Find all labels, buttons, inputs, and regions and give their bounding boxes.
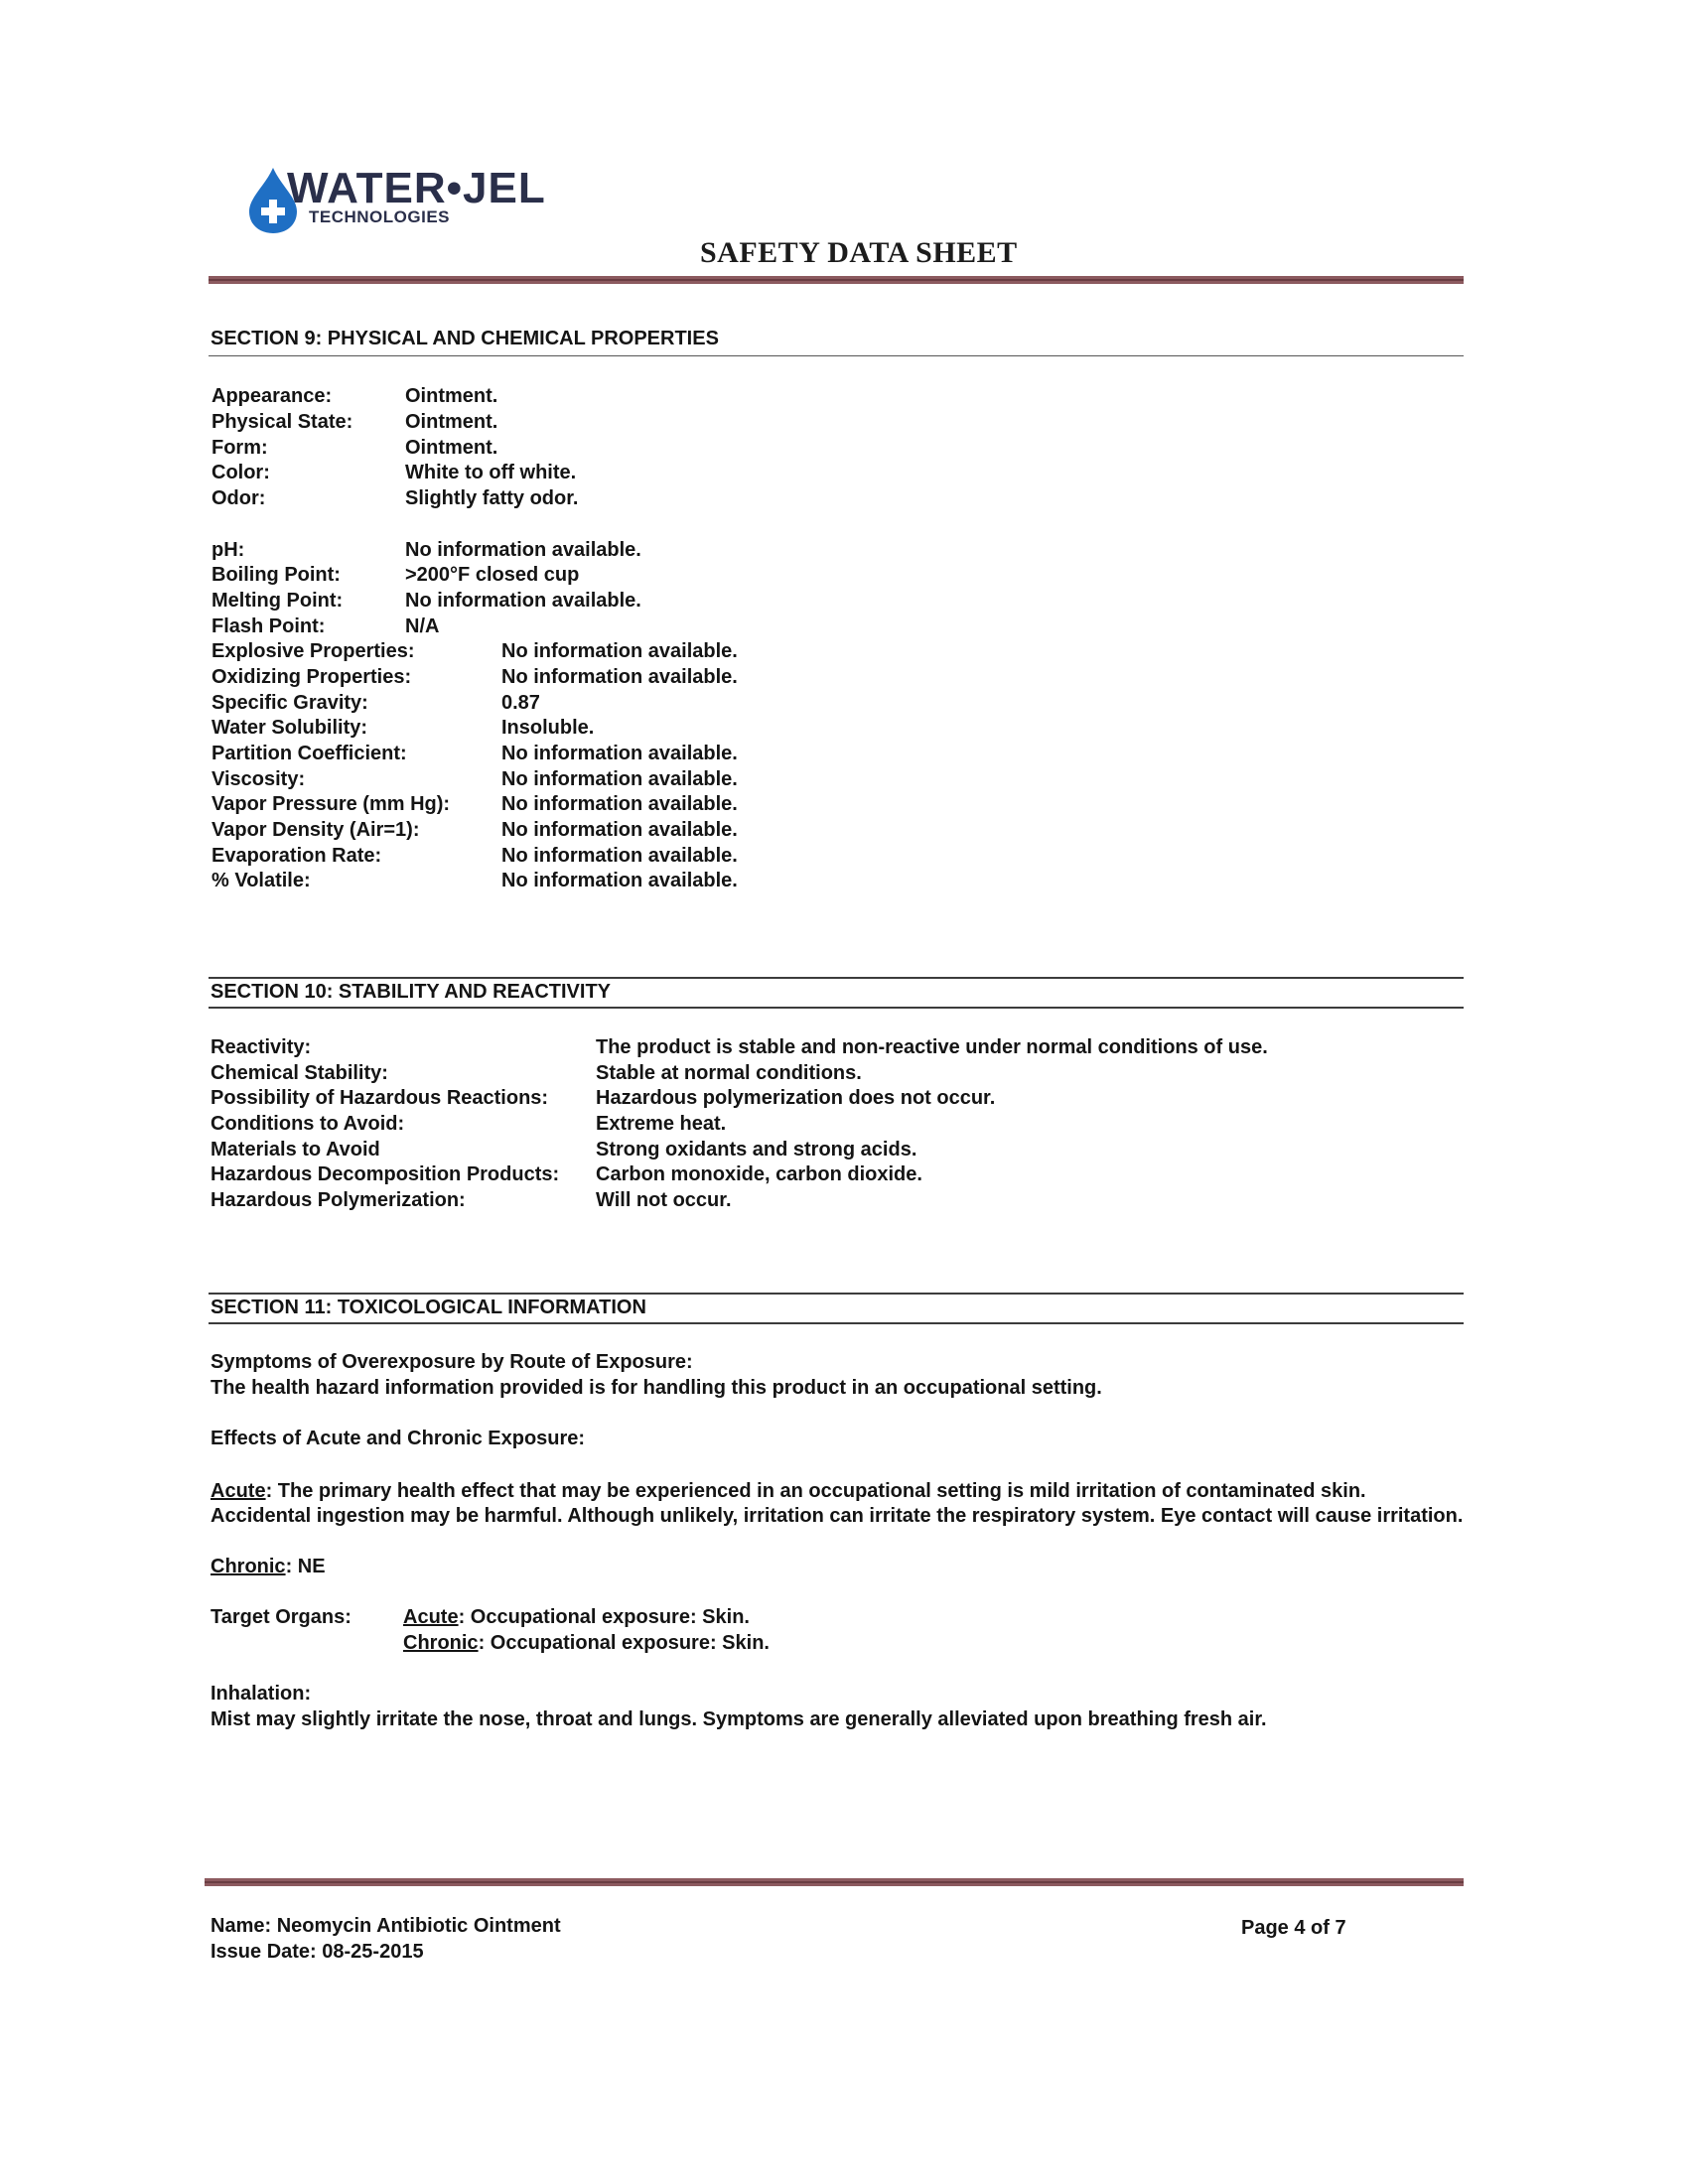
chronic-paragraph — [211, 1555, 326, 1579]
property-label: Oxidizing Properties: — [211, 666, 412, 688]
page-number: Page 4 of 7 — [1241, 1917, 1346, 1939]
property-label: Appearance: — [211, 385, 333, 407]
property-value: No information available. — [501, 845, 738, 867]
property-value: No information available. — [501, 640, 738, 662]
symptoms-text: The health hazard information provided is for handling this product in an occupational setting. — [211, 1377, 1102, 1399]
reactivity-label: Chemical Stability: — [211, 1062, 388, 1084]
reactivity-value: Carbon monoxide, carbon dioxide. — [596, 1163, 922, 1185]
reactivity-label: Materials to Avoid — [211, 1139, 380, 1160]
reactivity-value: Hazardous polymerization does not occur. — [596, 1087, 996, 1109]
logo-wordmark: WATER•JEL — [287, 164, 546, 212]
property-value: No information available. — [501, 819, 738, 841]
section-10-bottom-rule — [209, 1007, 1464, 1009]
property-label: Vapor Density (Air=1): — [211, 819, 420, 841]
property-value: White to off white. — [405, 462, 577, 483]
header-divider — [209, 276, 1464, 284]
property-label: Water Solubility: — [211, 717, 368, 739]
property-label: Viscosity: — [211, 768, 306, 790]
property-label: Physical State: — [211, 411, 353, 433]
chronic-text: : NE — [285, 1556, 326, 1577]
property-label: Boiling Point: — [211, 564, 341, 586]
target-chronic-text: : Occupational exposure: Skin. — [478, 1632, 770, 1654]
property-value: N/A — [405, 615, 440, 637]
property-label: Vapor Pressure (mm Hg): — [211, 793, 451, 815]
property-label: Evaporation Rate: — [211, 845, 382, 867]
reactivity-value: Strong oxidants and strong acids. — [596, 1139, 917, 1160]
page-title: SAFETY DATA SHEET — [700, 236, 1018, 269]
target-acute-label: Acute — [403, 1606, 459, 1628]
acute-label: Acute — [211, 1480, 266, 1502]
inhalation-text: Mist may slightly irritate the nose, throat and lungs. Symptoms are generally alleviated upon breathing fresh air. — [211, 1708, 1267, 1730]
reactivity-value: The product is stable and non-reactive under normal conditions of use. — [596, 1036, 1268, 1058]
acute-paragraph — [211, 1479, 1464, 1529]
section-11-top-rule — [209, 1293, 1464, 1295]
inhalation-heading: Inhalation: — [211, 1683, 312, 1705]
reactivity-label: Hazardous Decomposition Products: — [211, 1163, 560, 1185]
property-value: Ointment. — [405, 411, 498, 433]
property-label: Color: — [211, 462, 270, 483]
reactivity-label: Conditions to Avoid: — [211, 1113, 405, 1135]
section-11-title: SECTION 11: TOXICOLOGICAL INFORMATION — [211, 1297, 646, 1318]
reactivity-label: Hazardous Polymerization: — [211, 1189, 466, 1211]
property-value: No information available. — [501, 666, 738, 688]
section-9-rule — [209, 355, 1464, 356]
property-value: No information available. — [501, 743, 738, 764]
property-value: No information available. — [501, 793, 738, 815]
section-9-title: SECTION 9: PHYSICAL AND CHEMICAL PROPERTIES — [211, 328, 719, 349]
section-11-bottom-rule — [209, 1322, 1464, 1324]
property-label: Partition Coefficient: — [211, 743, 407, 764]
target-acute — [403, 1605, 750, 1630]
reactivity-value: Extreme heat. — [596, 1113, 727, 1135]
property-label: Explosive Properties: — [211, 640, 415, 662]
reactivity-value: Will not occur. — [596, 1189, 732, 1211]
property-value: Ointment. — [405, 437, 498, 459]
property-value: No information available. — [501, 768, 738, 790]
target-chronic-label: Chronic — [403, 1632, 479, 1654]
reactivity-label: Reactivity: — [211, 1036, 312, 1058]
reactivity-value: Stable at normal conditions. — [596, 1062, 862, 1084]
property-label: Specific Gravity: — [211, 692, 368, 714]
property-value: Slightly fatty odor. — [405, 487, 579, 509]
property-label: Form: — [211, 437, 268, 459]
logo-subtitle: TECHNOLOGIES — [309, 207, 451, 226]
property-label: pH: — [211, 539, 245, 561]
property-label: Odor: — [211, 487, 266, 509]
property-value: 0.87 — [501, 692, 540, 714]
footer-divider — [205, 1878, 1464, 1886]
effects-heading: Effects of Acute and Chronic Exposure: — [211, 1428, 586, 1449]
company-logo — [243, 164, 586, 238]
section-10-title: SECTION 10: STABILITY AND REACTIVITY — [211, 981, 611, 1003]
property-value: No information available. — [405, 539, 641, 561]
chronic-label: Chronic — [211, 1556, 286, 1577]
reactivity-label: Possibility of Hazardous Reactions: — [211, 1087, 549, 1109]
property-value: No information available. — [501, 870, 738, 891]
acute-text: : The primary health effect that may be experienced in an occupational setting is mild irritation of contaminated skin. Accidental ingestion may be harmful. Although unlikely, irritation can irritate the respiratory system. Eye contact will cause irritation. — [211, 1480, 1464, 1527]
property-value: >200°F closed cup — [405, 564, 580, 586]
property-value: Insoluble. — [501, 717, 595, 739]
target-chronic — [403, 1631, 770, 1656]
issue-date: Issue Date: 08-25-2015 — [211, 1941, 424, 1963]
product-name: Name: Neomycin Antibiotic Ointment — [211, 1915, 561, 1937]
property-value: Ointment. — [405, 385, 498, 407]
property-label: % Volatile: — [211, 870, 311, 891]
target-acute-text: : Occupational exposure: Skin. — [458, 1606, 750, 1628]
property-value: No information available. — [405, 590, 641, 612]
section-10-top-rule — [209, 977, 1464, 979]
property-label: Flash Point: — [211, 615, 326, 637]
target-organs-label: Target Organs: — [211, 1606, 352, 1628]
symptoms-heading: Symptoms of Overexposure by Route of Exposure: — [211, 1351, 693, 1373]
property-label: Melting Point: — [211, 590, 344, 612]
